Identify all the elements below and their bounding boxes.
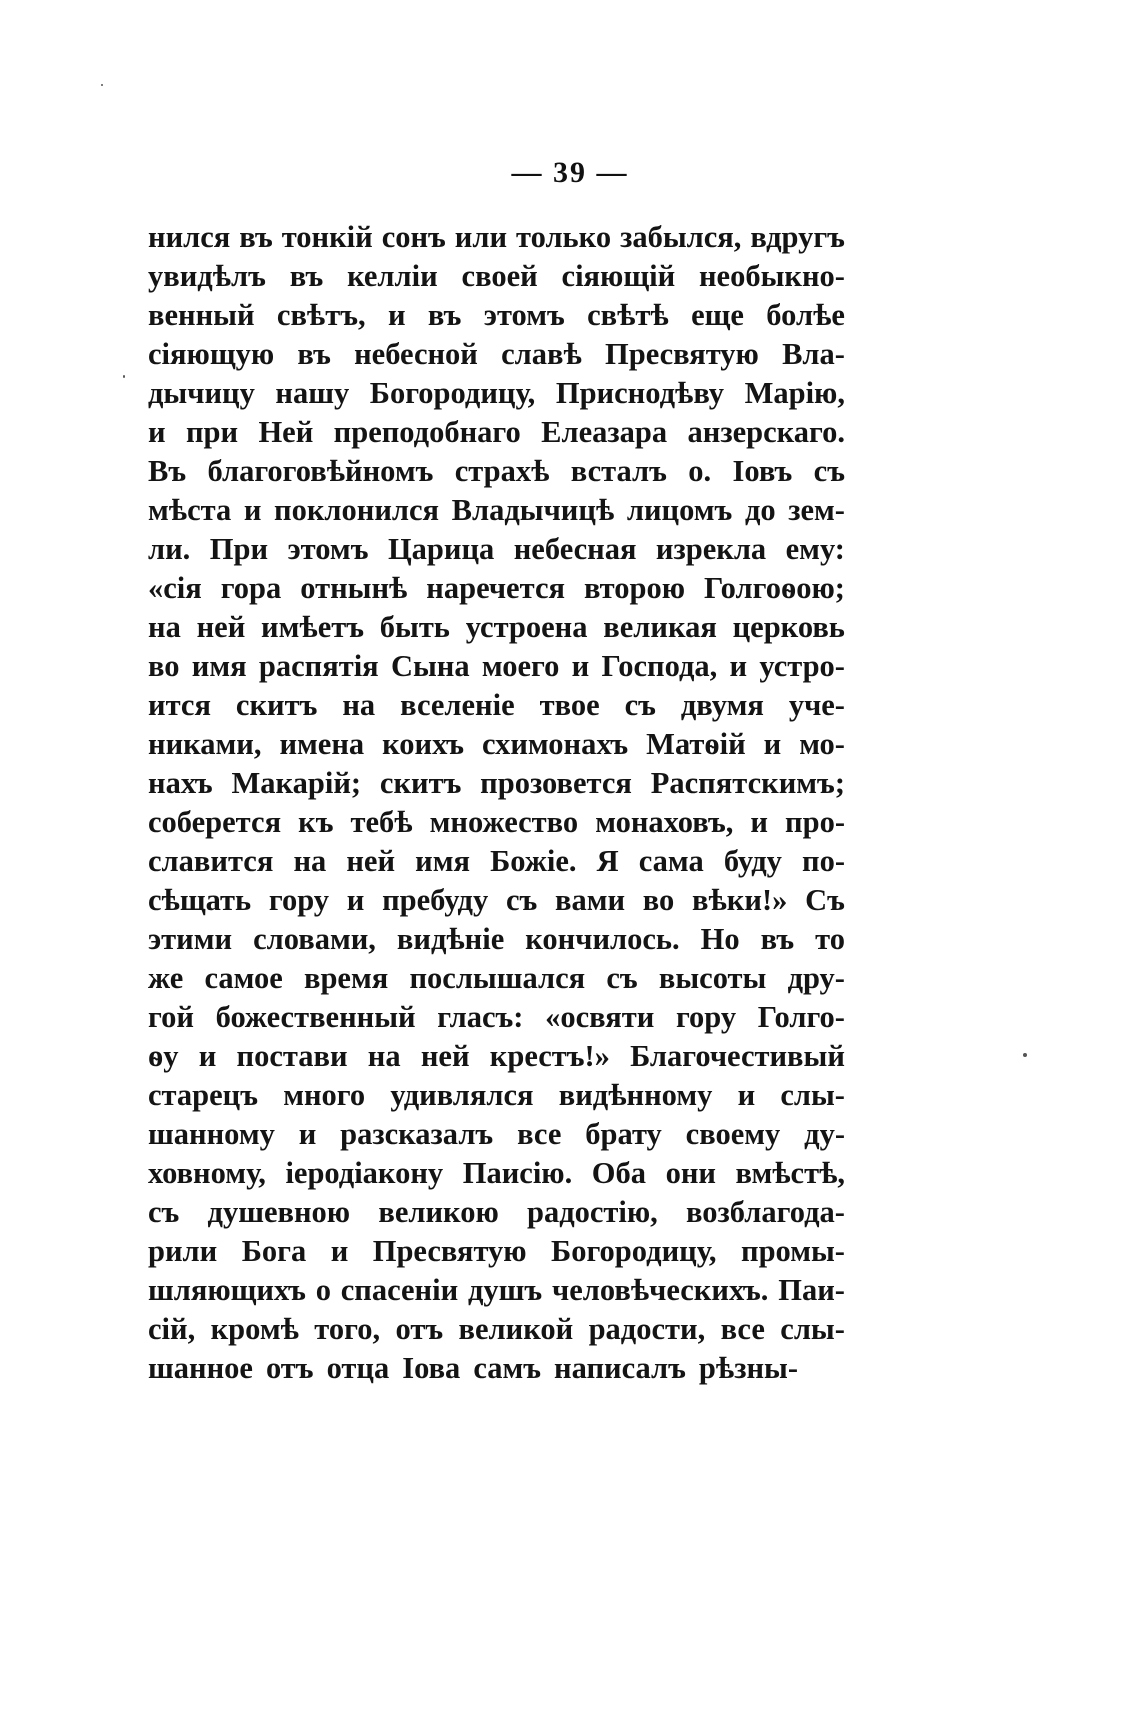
word: отъ (265, 1351, 314, 1385)
word: только (516, 220, 612, 254)
word: Матѳій (646, 727, 746, 761)
word: буду (723, 844, 782, 878)
word: свѣтъ, (276, 298, 366, 332)
word: слы- (780, 1312, 845, 1346)
word: этомъ (483, 298, 565, 332)
word: ней (196, 610, 246, 644)
word: сіяющій (561, 259, 676, 293)
text-line (148, 1154, 845, 1193)
word: о. (688, 454, 712, 488)
word: на (367, 1039, 401, 1073)
word: словами, (253, 922, 376, 956)
word: сіяющую (148, 337, 275, 371)
word: же (148, 961, 184, 995)
word: келліи (347, 259, 438, 293)
word: много (283, 1078, 366, 1112)
word: промы- (741, 1234, 845, 1268)
word: зем- (788, 493, 845, 527)
word: въ (239, 220, 273, 254)
text-line (148, 764, 845, 803)
word: ду- (804, 1117, 845, 1151)
word: этомъ (287, 532, 369, 566)
word: славѣ (501, 337, 582, 371)
word: Голгоѳою; (703, 571, 845, 605)
text-line (148, 452, 845, 491)
word: прозовется (480, 766, 632, 800)
word: болѣе (766, 298, 845, 332)
word: и (243, 493, 262, 527)
word: Іовъ (732, 454, 793, 488)
word: великой (458, 1312, 574, 1346)
word: ней (420, 1039, 470, 1073)
text-line (148, 608, 845, 647)
word: еще (691, 298, 744, 332)
word: старецъ (148, 1078, 258, 1112)
word: увидѣлъ (148, 259, 266, 293)
word: ѳу (148, 1039, 179, 1073)
word: и (330, 1234, 349, 1268)
word: имѣетъ (261, 610, 364, 644)
word: имя (415, 844, 470, 878)
word: забылся, (620, 220, 742, 254)
word: Паи- (778, 1273, 845, 1307)
word: съ (505, 883, 538, 917)
word: іеродіакону (285, 1156, 444, 1190)
word: уче- (788, 688, 845, 722)
word: Но (700, 922, 740, 956)
word: время (304, 961, 389, 995)
word: имена (279, 727, 365, 761)
word: божественный (215, 1000, 416, 1034)
word: шляющихъ (148, 1273, 306, 1307)
word: гой (148, 1000, 194, 1034)
word: вами (555, 883, 626, 917)
word: множество (429, 805, 579, 839)
word: небесная (513, 532, 637, 566)
word: постави (236, 1039, 348, 1073)
word: и (298, 1117, 317, 1151)
word: Сына (390, 649, 470, 683)
word: на (342, 688, 376, 722)
word: гору (268, 883, 330, 917)
word: нился (148, 220, 231, 254)
word: ли. (148, 532, 191, 566)
word: гора (220, 571, 282, 605)
word: нахъ (148, 766, 213, 800)
word: Ней (258, 415, 314, 449)
word: шанное (148, 1351, 253, 1385)
word: распятія (258, 649, 379, 683)
word: соберется (148, 805, 282, 839)
word: быть (379, 610, 450, 644)
word: небесной (354, 337, 478, 371)
word: и (198, 1039, 217, 1073)
word: ему: (785, 532, 845, 566)
word: Голго- (757, 1000, 845, 1034)
word: сѣщать (148, 883, 252, 917)
word: преподобнаго (333, 415, 521, 449)
word: отца (326, 1351, 390, 1385)
word: отъ (395, 1312, 444, 1346)
word: необыкно- (698, 259, 845, 293)
word: отнынѣ (300, 571, 408, 605)
word: Оба (591, 1156, 647, 1190)
word: въ (760, 922, 795, 956)
word: этими (148, 922, 233, 956)
word: наречется (426, 571, 565, 605)
word: сій, (148, 1312, 196, 1346)
scan-speck (1023, 1053, 1027, 1057)
text-line (148, 296, 845, 335)
word: Пресвятую (372, 1234, 527, 1268)
text-line (148, 335, 845, 374)
text-line (148, 959, 845, 998)
word: анзерскаго. (687, 415, 845, 449)
word: поклонился (274, 493, 440, 527)
word: съ (813, 454, 845, 488)
word: Господа, (601, 649, 718, 683)
word: дру- (787, 961, 845, 995)
word: душевною (207, 1195, 351, 1229)
word: при (185, 415, 239, 449)
word: и (729, 649, 748, 683)
word: и (737, 1078, 756, 1112)
text-line (148, 842, 845, 881)
word: то (815, 922, 845, 956)
word: Въ (148, 454, 187, 488)
text-line (148, 569, 845, 608)
word: двумя (680, 688, 764, 722)
word: и (763, 727, 782, 761)
word: скитъ (379, 766, 462, 800)
text-line (148, 530, 845, 569)
word: мѣста (148, 493, 232, 527)
word: мо- (799, 727, 845, 761)
word: коихъ (382, 727, 464, 761)
scan-speck (101, 84, 103, 86)
text-line (148, 374, 845, 413)
word: Царица (387, 532, 495, 566)
word: радостію, (526, 1195, 658, 1229)
word: и (750, 805, 768, 839)
word: никами, (148, 727, 262, 761)
text-line (148, 1310, 845, 1349)
word: лицомъ (626, 493, 733, 527)
word: брату (585, 1117, 662, 1151)
word: во (148, 649, 180, 683)
word: самъ (473, 1351, 542, 1385)
word: они (665, 1156, 716, 1190)
word: во (642, 883, 675, 917)
text-line (148, 257, 845, 296)
word: Богородицу, (369, 376, 536, 410)
word: видѣнному (558, 1078, 713, 1112)
word: по- (802, 844, 845, 878)
word: Богородицу, (551, 1234, 717, 1268)
word: монаховъ, (595, 805, 734, 839)
word: и (387, 298, 406, 332)
word: того, (314, 1312, 381, 1346)
word: удивлялся (390, 1078, 534, 1112)
word: вдругъ (750, 220, 845, 254)
word: человѣческихъ. (552, 1273, 769, 1307)
word: про- (785, 805, 845, 839)
word: При (209, 532, 269, 566)
word: Владычицѣ (451, 493, 615, 527)
word: и (346, 883, 365, 917)
word: послышался (409, 961, 586, 995)
word: Вла- (782, 337, 845, 371)
word: написалъ (554, 1351, 686, 1385)
word: ней (346, 844, 396, 878)
word: Бога (241, 1234, 307, 1268)
text-line (148, 1232, 845, 1271)
word: благоговѣйномъ (207, 454, 434, 488)
text-line (148, 1193, 845, 1232)
word: Макарій; (231, 766, 362, 800)
word: на (293, 844, 327, 878)
word: Божіе. (490, 844, 577, 878)
word: «освяти (545, 1000, 655, 1034)
word: кончилось. (525, 922, 680, 956)
word: до (744, 493, 776, 527)
word: видѣніе (396, 922, 505, 956)
text-line (148, 413, 845, 452)
word: пребуду (382, 883, 489, 917)
word: Распятскимъ; (650, 766, 845, 800)
text-line (148, 491, 845, 530)
word: схимонахъ (481, 727, 629, 761)
body-text (148, 218, 845, 1388)
word: ховному, (148, 1156, 266, 1190)
text-line (148, 1115, 845, 1154)
word: сама (638, 844, 704, 878)
word: венный (148, 298, 255, 332)
word: или (454, 220, 508, 254)
word: съ (148, 1195, 180, 1229)
word: Съ (805, 883, 845, 917)
word: кромѣ (210, 1312, 299, 1346)
word: ится (148, 688, 211, 722)
word: великая (603, 610, 717, 644)
word: второю (583, 571, 685, 605)
word: съ (606, 961, 638, 995)
word: въ (297, 337, 331, 371)
word: «сія (148, 571, 202, 605)
word: рѣзны- (698, 1351, 798, 1385)
word: крестъ!» (489, 1039, 610, 1073)
word: изрекла (655, 532, 767, 566)
word: Приснодѣву (555, 376, 725, 410)
word: тонкій (281, 220, 373, 254)
text-line (148, 1037, 845, 1076)
word: Благочестивый (630, 1039, 845, 1073)
word: вмѣстѣ, (735, 1156, 845, 1190)
word: Паисію. (462, 1156, 573, 1190)
word: возблагода- (686, 1195, 845, 1229)
text-line (148, 1076, 845, 1115)
word: славится (148, 844, 274, 878)
word: высоты (658, 961, 767, 995)
word: своему (685, 1117, 781, 1151)
text-line (148, 218, 845, 257)
word: имя (191, 649, 247, 683)
word: нашу (275, 376, 350, 410)
word: устроена (465, 610, 588, 644)
text-line (148, 725, 845, 764)
word: скитъ (235, 688, 318, 722)
word: самое (204, 961, 283, 995)
word: гору (675, 1000, 737, 1034)
word: къ (298, 805, 334, 839)
word: устро- (759, 649, 845, 683)
word: въ (289, 259, 324, 293)
word: Іова (402, 1351, 461, 1385)
word: все (517, 1117, 562, 1151)
word: вѣки!» (692, 883, 788, 917)
word: съ (624, 688, 656, 722)
word: своей (461, 259, 538, 293)
word: слы- (780, 1078, 845, 1112)
word: тебѣ (350, 805, 413, 839)
text-line (148, 1349, 845, 1388)
word: разсказалъ (340, 1117, 494, 1151)
word: моего (481, 649, 560, 683)
text-line (148, 920, 845, 959)
word: о (315, 1273, 331, 1307)
text-line (148, 881, 845, 920)
text-line (148, 1271, 845, 1310)
word: Пресвятую (605, 337, 759, 371)
word: шанному (148, 1117, 275, 1151)
word: на (148, 610, 181, 644)
word: всталъ (570, 454, 667, 488)
word: душъ (468, 1273, 543, 1307)
word: Марію, (744, 376, 845, 410)
word: гласъ: (437, 1000, 524, 1034)
text-line (148, 647, 845, 686)
word: спасеніи (340, 1273, 459, 1307)
word: Я (596, 844, 619, 878)
scan-speck (123, 375, 125, 378)
word: рили (148, 1234, 218, 1268)
word: и (148, 415, 166, 449)
word: церковь (732, 610, 845, 644)
text-line (148, 998, 845, 1037)
word: Елеазара (541, 415, 668, 449)
word: дычицу (148, 376, 255, 410)
word: вселеніе (400, 688, 515, 722)
word: твое (539, 688, 600, 722)
text-line (148, 803, 845, 842)
word: въ (427, 298, 462, 332)
word: и (571, 649, 590, 683)
word: свѣтѣ (587, 298, 669, 332)
page-number: — 39 — (511, 156, 629, 189)
word: радости, (588, 1312, 706, 1346)
word: все (720, 1312, 765, 1346)
word: великою (378, 1195, 499, 1229)
text-line (148, 686, 845, 725)
word: сонъ (381, 220, 446, 254)
word: страхѣ (454, 454, 550, 488)
